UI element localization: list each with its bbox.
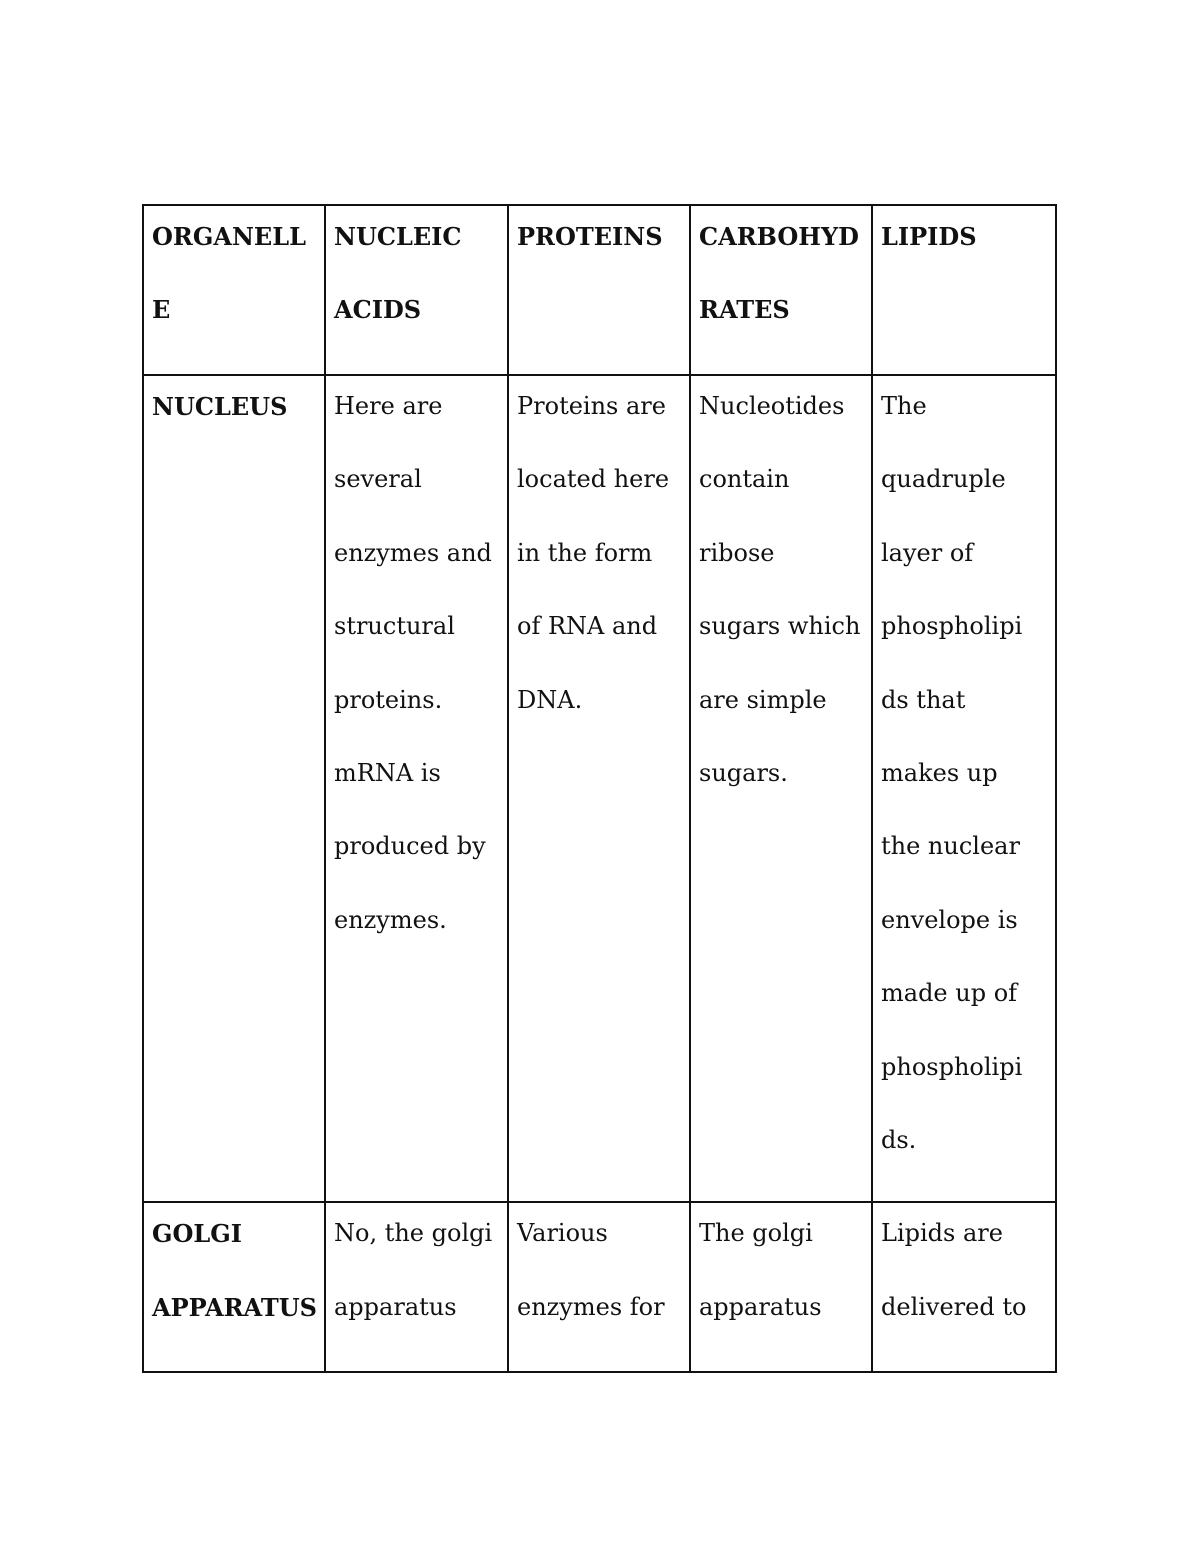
lipids-cell: The quadruple layer of phospholipi ds that makes up the nuclear envelope is made up of phospholipi ds. bbox=[872, 375, 1056, 1202]
nucleic-acids-cell: No, the golgi apparatus bbox=[325, 1202, 508, 1372]
header-cell-proteins: PROTEINS bbox=[508, 205, 690, 375]
organelle-cell: NUCLEUS bbox=[143, 375, 325, 1202]
carbohydrates-cell: The golgi apparatus bbox=[690, 1202, 872, 1372]
header-cell-nucleic-acids: NUCLEIC ACIDS bbox=[325, 205, 508, 375]
carbohydrates-cell: Nucleotides contain ribose sugars which are simple sugars. bbox=[690, 375, 872, 1202]
header-cell-lipids: LIPIDS bbox=[872, 205, 1056, 375]
table-row bbox=[143, 375, 1056, 1202]
header-cell-organelle: ORGANELL E bbox=[143, 205, 325, 375]
table-header-row bbox=[143, 205, 1056, 375]
header-cell-carbohydrates: CARBOHYD RATES bbox=[690, 205, 872, 375]
lipids-cell: Lipids are delivered to bbox=[872, 1202, 1056, 1372]
proteins-cell: Various enzymes for bbox=[508, 1202, 690, 1372]
nucleic-acids-cell: Here are several enzymes and structural proteins. mRNA is produced by enzymes. bbox=[325, 375, 508, 1202]
proteins-cell: Proteins are located here in the form of RNA and DNA. bbox=[508, 375, 690, 1202]
organelle-cell: GOLGI APPARATUS bbox=[143, 1202, 325, 1372]
table-row bbox=[143, 1202, 1056, 1372]
organelle-macromolecule-table bbox=[142, 204, 1057, 1373]
